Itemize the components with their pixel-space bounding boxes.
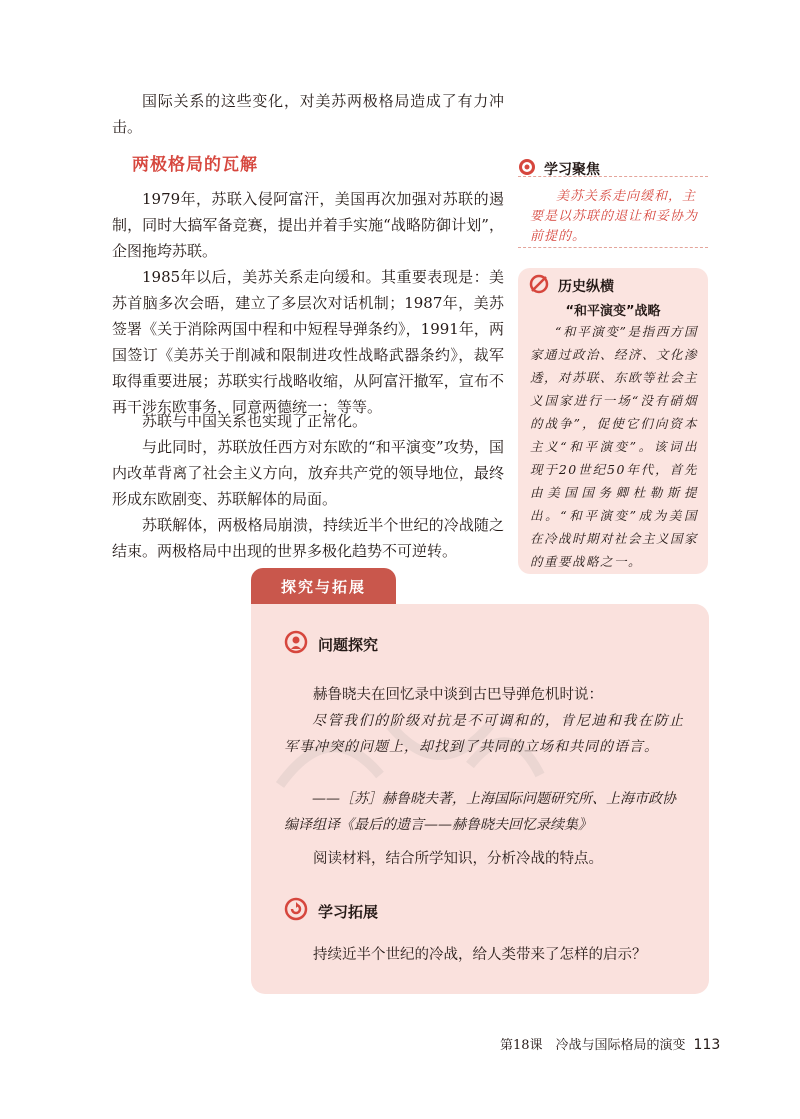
inquiry-lead: 赫鲁晓夫在回忆录中谈到古巴导弹危机时说： (313, 687, 603, 703)
intro-paragraph: 国际关系的这些变化，对美苏两极格局造成了有力冲击。 (112, 92, 504, 136)
page-number: 113 (693, 1037, 721, 1053)
body-paragraph-2: 1985年以后，美苏关系走向缓和。其重要表现是：美苏首脑多次会晤，建立了多层次对话机制；1987年，美苏签署《关于消除两国中程和中短程导弹条约》，1991年，两国签订《美苏关于削减和限制进攻性战略武器条约》，裁军取得重要进展；苏联实行战略收缩，从阿富汗撤军，宣布不再干涉东欧事务，同意两德统一；等等。 (112, 268, 504, 416)
history-icon (528, 274, 550, 298)
history-title: 历史纵横 (558, 279, 614, 295)
section-heading: 两极格局的瓦解 (132, 155, 258, 175)
body-paragraph-1: 1979年，苏联入侵阿富汗，美国再次加强对苏联的遏制，同时大搞军备竞赛，提出并着手实施“战略防御计划”，企图拖垮苏联。 (112, 190, 504, 260)
inquiry-quote: 尽管我们的阶级对抗是不可调和的，肯尼迪和我在防止军事冲突的问题上，却找到了共同的立场和共同的语言。 (284, 713, 684, 755)
extension-question: 持续近半个世纪的冷战，给人类带来了怎样的启示？ (313, 947, 647, 963)
inquiry-icon (284, 630, 308, 658)
focus-box (518, 176, 708, 248)
body-paragraph-5: 苏联解体，两极格局崩溃，持续近半个世纪的冷战随之结束。两极格局中出现的世界多极化趋势不可逆转。 (112, 516, 504, 560)
history-header (528, 274, 614, 298)
explore-tab: 探究与拓展 (251, 568, 396, 604)
focus-title: 学习聚焦 (544, 162, 600, 178)
extension-header (284, 897, 378, 925)
inquiry-label: 问题探究 (318, 635, 379, 654)
footer-lesson: 第18课 冷战与国际格局的演变 (500, 1038, 686, 1053)
history-box (518, 268, 708, 574)
focus-text: 美苏关系走向缓和，主要是以苏联的退让和妥协为前提的。 (530, 189, 699, 244)
body-paragraph-4: 与此同时，苏联放任西方对东欧的“和平演变”攻势，国内改革背离了社会主义方向，放弃共产党的领导地位，最终形成东欧剧变、苏联解体的局面。 (112, 438, 504, 508)
extension-icon (284, 897, 308, 925)
body-paragraph-3: 苏联与中国关系也实现了正常化。 (142, 412, 368, 430)
quote-source: ——［苏］赫鲁晓夫著，上海国际问题研究所、上海市政协编译组译《最后的遗言——赫鲁晓夫回忆录续集》 (284, 791, 676, 833)
history-text: “和平演变”是指西方国家通过政治、经济、文化渗透，对苏联、东欧等社会主义国家进行一场“没有硝烟的战争”，促使它们向资本主义“和平演变”。该词出现于20世纪50年代，首先由美国国务卿杜勒斯提出。“和平演变”成为美国在冷战时期对社会主义国家的重要战略之一。 (530, 324, 699, 569)
history-subtitle: “和平演变”战略 (565, 304, 661, 319)
extension-label: 学习拓展 (318, 902, 379, 921)
page-footer (500, 1034, 720, 1053)
inquiry-header (284, 630, 378, 658)
inquiry-task: 阅读材料，结合所学知识，分析冷战的特点。 (313, 851, 603, 867)
